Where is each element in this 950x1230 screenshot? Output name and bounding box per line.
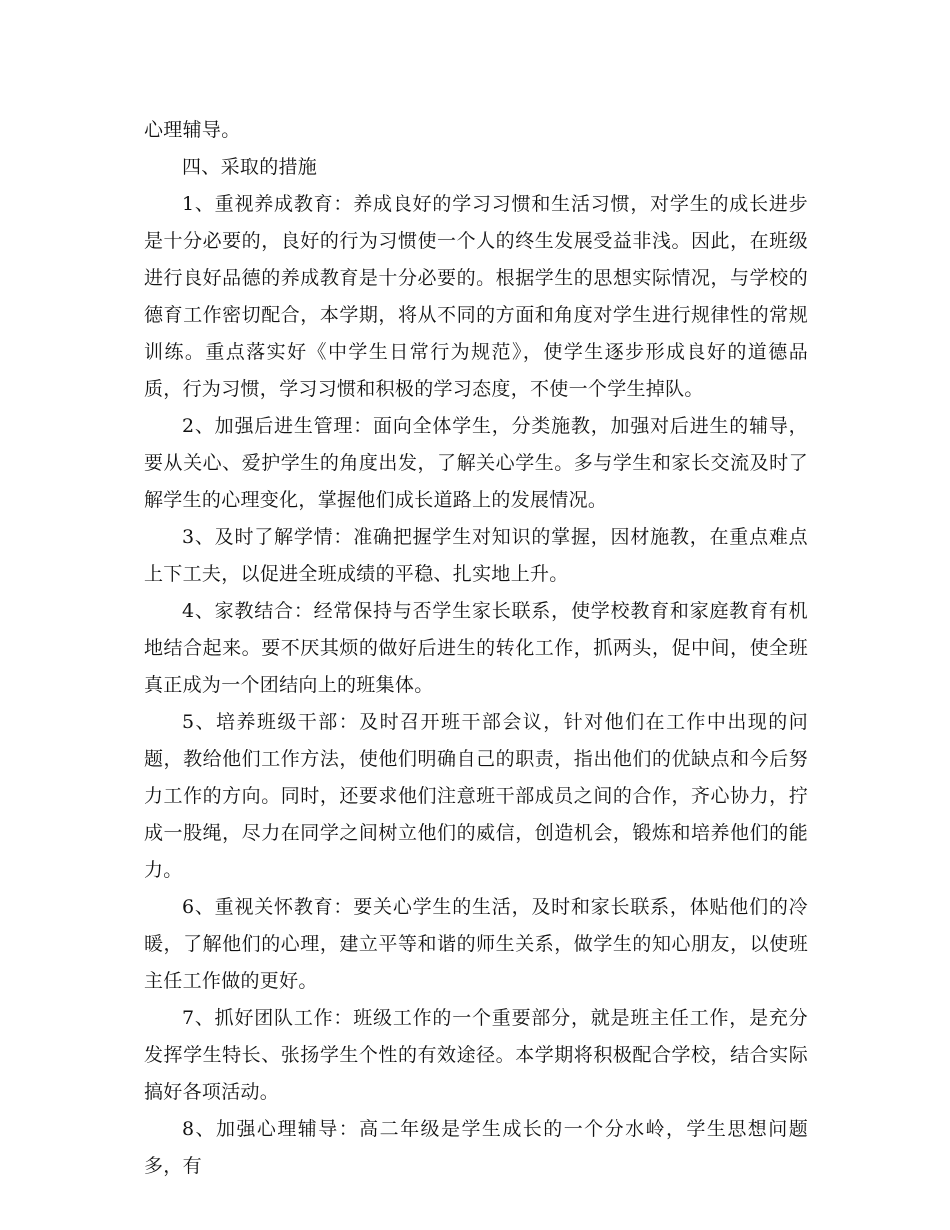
document-body (144, 112, 808, 1185)
paragraph-item-3: 3、及时了解学情：准确把握学生对知识的掌握，因材施教，在重点难点上下工夫，以促进全班成绩的平稳、扎实地上升。 (144, 526, 808, 585)
section-heading-measures: 四、采取的措施 (182, 156, 318, 178)
paragraph-item-6: 6、重视关怀教育：要关心学生的生活，及时和家长联系，体贴他们的冷暖，了解他们的心理，建立平等和谐的师生关系，做学生的知心朋友，以使班主任工作做的更好。 (144, 896, 808, 992)
paragraph-item-1: 1、重视养成教育：养成良好的学习习惯和生活习惯，对学生的成长进步是十分必要的，良好的行为习惯使一个人的终生发展受益非浅。因此，在班级进行良好品德的养成教育是十分必要的。根据学生的思想实际情况，与学校的德育工作密切配合，本学期，将从不同的方面和角度对学生进行规律性的常规训练。重点落实好《中学生日常行为规范》，使学生逐步形成良好的道德品质，行为习惯，学习习惯和积极的学习态度，不使一个学生掉队。 (144, 193, 808, 400)
paragraph-continuation: 心理辅导。 (144, 119, 241, 141)
paragraph-item-2: 2、加强后进生管理：面向全体学生，分类施教，加强对后进生的辅导，要从关心、爱护学生的角度出发，了解关心学生。多与学生和家长交流及时了解学生的心理变化，掌握他们成长道路上的发展情况。 (144, 415, 808, 511)
paragraph-item-7: 7、抓好团队工作：班级工作的一个重要部分，就是班主任工作，是充分发挥学生特长、张扬学生个性的有效途径。本学期将积极配合学校，结合实际搞好各项活动。 (144, 1007, 808, 1103)
paragraph-item-5: 5、培养班级干部：及时召开班干部会议，针对他们在工作中出现的问题，教给他们工作方法，使他们明确自己的职责，指出他们的优缺点和今后努力工作的方向。同时，还要求他们注意班干部成员之间的合作，齐心协力，拧成一股绳，尽力在同学之间树立他们的威信，创造机会，锻炼和培养他们的能力。 (144, 711, 808, 881)
paragraph-item-8: 8、加强心理辅导：高二年级是学生成长的一个分水岭，学生思想问题多，有 (144, 1118, 808, 1177)
paragraph-item-4: 4、家教结合：经常保持与否学生家长联系，使学校教育和家庭教育有机地结合起来。要不厌其烦的做好后进生的转化工作，抓两头，促中间，使全班真正成为一个团结向上的班集体。 (144, 600, 808, 696)
